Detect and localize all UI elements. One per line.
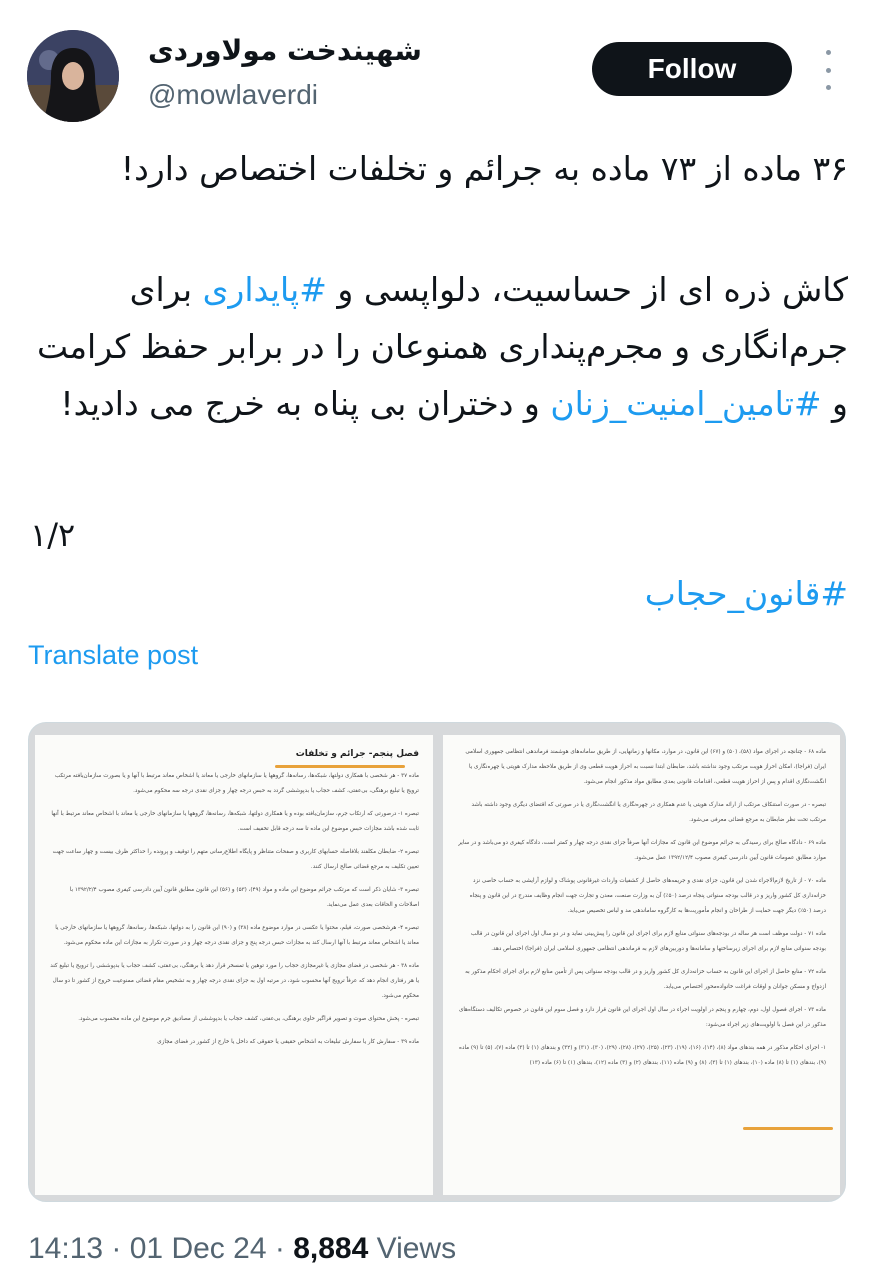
tweet-header [0, 0, 874, 140]
highlight-underline [275, 765, 405, 768]
views-count: 8,884 [293, 1232, 369, 1265]
user-handle[interactable]: @mowlaverdi [148, 79, 319, 110]
tweet-text-paragraph [30, 261, 848, 432]
document-text [35, 735, 433, 1068]
hashtag-line [30, 565, 848, 622]
document-paragraph: ماده ۷۰ - از تاریخ لازم‌الاجراء شدن این قانون، جزای نقدی و جریمه‌های حاصل از کشفیات واردات غیرقانونی پوشاک و لوازم آرایشی به حساب خاصی نزد خزانه‌داری کل کشور واریز و در قالب بودجه سنواتی پنجاه درصد (۵۰٪) آن به وزارت صنعت، معدن و تجارت جهت انجام وظایف مندرج در این قانون و پنجاه درصد (۵۰٪) دیگر جهت حمایت از طراحان و انجام مأموریت‌ها به کارگروه ساماندهی مد و لباس تخصیص می‌یابد. [469, 878, 826, 914]
document-text [443, 735, 840, 1089]
highlight-underline [743, 1127, 833, 1130]
views-label: Views [368, 1232, 457, 1265]
thread-counter [30, 507, 848, 564]
tweet-meta [28, 1232, 456, 1266]
more-vertical-icon[interactable] [818, 50, 838, 90]
post-time[interactable]: 14:13 [28, 1232, 104, 1265]
document-paragraph: تبصره ۳- شایان ذکر است که مرتکب جرائم موضوع این ماده و مواد (۴۹)، (۵۳) و (۵۶) این قانون مطابق قانون آیین دادرسی کیفری مصوب ۱۳۹۲/۲/۴ با اصلاحات و الحاقات بعدی عمل می‌نماید. [69, 887, 419, 908]
thread-counter-text: ۱/۲ [30, 516, 76, 554]
document-paragraph: ماده ۳۹ - سفارش کار یا سفارش تبلیغات به اشخاص حقیقی یا حقوقی که داخل یا خارج از کشور در فضای مجازی [157, 1039, 419, 1045]
tweet-text-segment: کاش ذره ای از حساسیت، دلواپسی و [326, 270, 848, 309]
document-paragraph: ماده ۳۸ - هر شخصی در فضای مجازی یا غیرمجازی حجاب را مورد توهین یا تمسخر قرار دهد یا برهنگی، بی‌عفتی، کشف حجاب یا بدپوششی را ترویج یا تبلیغ کند یا هر رفتاری انجام دهد که عرفاً ترویج آنها محسوب شود، در مرتبه اول به جزای نقدی درجه چهار و به تشخیص مقام قضائی ممنوعیت خروج از کشور تا دو سال محکوم می‌شود. [50, 963, 419, 999]
document-paragraph: ماده ۶۸ - چنانچه در اجرای مواد (۵۸)، (۵۰) و (۶۷) این قانون، در موارد، مکانها و زمانهایی، از طریق سامانه‌های هوشمند فرماندهی انتظامی جمهوری اسلامی ایران (فراجا)، امکان احراز هویت مرتکب وجود نداشته باشد، ضابطان ابتدا نسبت به احراز هویت قطعی وی از طریق ملاحظه مدارک هویتی یا چهره‌نگاری یا انگشت‌نگاری اقدام و پس از احراز هویت قطعی، اقدامات قانونی بعدی مطابق مواد مذکور انجام می‌شود. [465, 749, 826, 785]
document-heading: فصل پنجم- جرائم و تخلفات [295, 749, 419, 759]
document-paragraph: تبصره ۲- ضابطان مکلفند بلافاصله حسابهای کاربری و صفحات متناظر و پایگاه اطلاع‌رسانی متهم را توقیف و پرونده را حداکثر ظرف بیست و چهار ساعت جهت تعیین تکلیف به مرجع قضائی صالح ارسال کنند. [52, 849, 419, 870]
tweet-text-segment: برای جرم‌انگاری و مجرم‌پنداری همنوعان را در برابر حفظ کرامت و [36, 270, 848, 423]
document-paragraph: ماده ۳۷ - هر شخصی با همکاری دولتها، شبکه‌ها، رسانه‌ها، گروهها یا سازمانهای خارجی یا معاند یا اشخاص معاند مرتبط با آنها و یا بصورت سازمان‌یافته مرتکب ترویج یا تبلیغ برهنگی، بی‌عفتی، کشف حجاب یا بدپوششی گردد به حبس درجه چهار و جزای نقدی درجه سه محکوم می‌شود. [54, 773, 419, 794]
document-paragraph: ۱- اجرای احکام مذکور در همه بندهای مواد (۸)، (۱۴)، (۱۶)، (۱۹)، (۲۳)، (۲۵)، (۲۷)، (۲۸)، (۲۹)، (۳۰)، (۳۱) و (۳۲) و بندهای (۱) تا (۳) ماده (۷)، (۵) تا (۹) ماده (۹)، بندهای (۱) تا (۸) ماده (۱۰)، بندهای (۱) تا (۳)، (۸) و (۹) ماده (۱۱)، بندهای (۲) و (۳) ماده (۱۲)، بندهای (۱) تا (۶) ماده (۱۳) [459, 1045, 826, 1066]
display-name[interactable]: شهیندخت مولاوردی [148, 34, 422, 67]
dot-icon [826, 85, 831, 90]
avatar-image [27, 30, 119, 122]
document-page-right [443, 735, 840, 1195]
translate-post-link[interactable]: Translate post [28, 640, 199, 670]
hashtag-link[interactable]: #پایداری [202, 270, 327, 309]
separator: · [266, 1232, 294, 1265]
dot-icon [826, 50, 831, 55]
attached-image[interactable] [28, 722, 846, 1202]
document-paragraph: ماده ۶۹ - دادگاه صالح برای رسیدگی به جرائم موضوع این قانون که مجازات آنها صرفاً جزای نقدی درجه چهار و کمتر است، دادگاه کیفری دو می‌باشد و در سایر موارد مطابق عمومات قانون آیین دادرسی کیفری مصوب ۱۳۹۲/۱۲/۴ عمل می‌شود. [458, 840, 826, 861]
hashtag-link[interactable]: #تامین_امنیت_زنان [550, 384, 822, 423]
separator: · [103, 1232, 130, 1265]
document-paragraph: تبصره ۴- هرشخصی صورت، فیلم، محتوا یا عکسی در موارد موضوع ماده (۳۸) و (۹۰) این قانون را به دولتها، شبکه‌ها، رسانه‌ها، گروهها یا سازمانهای خارجی یا معاند یا اشخاص معاند مرتبط با آنها ارسال کند به مجازات حبس درجه پنج و جزای نقدی درجه چهار و در صورت تکرار به مجازات این ماده محکوم می‌شود. [55, 925, 419, 946]
document-paragraph: ماده ۷۲ - منابع حاصل از اجرای این قانون به حساب خزانه‌داری کل کشور واریز و در قالب بودجه سنواتی پس از تأمین منابع لازم برای اجرای احکام مذکور به ازدواج و مسکن جوانان و اوقات فراغت خانواده‌محور اختصاص می‌یابد. [465, 969, 826, 990]
avatar[interactable] [27, 30, 119, 122]
document-paragraph: تبصره ۱- درصورتی که ارتکاب جرم، سازمان‌یافته بوده و یا همکاری دولتها، شبکه‌ها، رسانه‌ها، گروهها یا سازمانهای خارجی یا معاند با اشخاص معاند مرتبط با آنها ثابت شده باشد مجازات حبس موضوع این ماده تا سه درجه قابل تخفیف است. [51, 811, 419, 832]
document-paragraph: ماده ۷۱ - دولت موظف است هر ساله در بودجه‌های سنواتی منابع لازم برای اجرای این قانون را پیش‌بینی نماید و در دو سال اول اجرای این قانون در قالب بودجه سنواتی منابع لازم برای اجرای زیرساختها و سامانه‌ها و دوربین‌های لازم به فرماندهی انتظامی جمهوری اسلامی ایران (فراجا) اختصاص دهد. [470, 931, 826, 952]
post-date[interactable]: 01 Dec 24 [129, 1232, 267, 1265]
follow-button[interactable]: Follow [592, 42, 792, 96]
document-paragraph: تبصره - پخش محتوای صوت و تصویر فراگیر حاوی برهنگی، بی‌عفتی، کشف حجاب یا بدپوششی از مصادیق جرم موضوع این ماده محسوب می‌شود. [78, 1016, 419, 1022]
tweet-text-segment: و دختران بی پناه به خرج می دادید! [60, 384, 551, 423]
document-paragraph: ماده ۷۳ - اجرای فصول اول، دوم، چهارم و پنجم در اولویت اجراء در سال اول اجرای این قانون قرار دارد و فصل سوم این قانون در خصوص تکالیف دستگاه‌های مذکور در این فصل با اولویت‌های زیر اجراء می‌شود: [458, 1007, 826, 1028]
document-paragraph: تبصره - در صورت استنکاف مرتکب از ارائه مدارک هویتی یا عدم همکاری در چهره‌نگاری یا انگشت‌نگاری یا در صورتی که اقتضای دیگری وجود داشته باشد مرتکب تحت نظر ضابطان به مرجع قضائی معرفی می‌شود. [471, 802, 826, 823]
tweet-text-line1: ۳۶ ماده از ۷۳ ماده به جرائم و تخلفات اختصاص دارد! [120, 149, 848, 188]
document-page-left [35, 735, 433, 1195]
dot-icon [826, 68, 831, 73]
hashtag-link[interactable]: #قانون_حجاب [644, 574, 848, 613]
